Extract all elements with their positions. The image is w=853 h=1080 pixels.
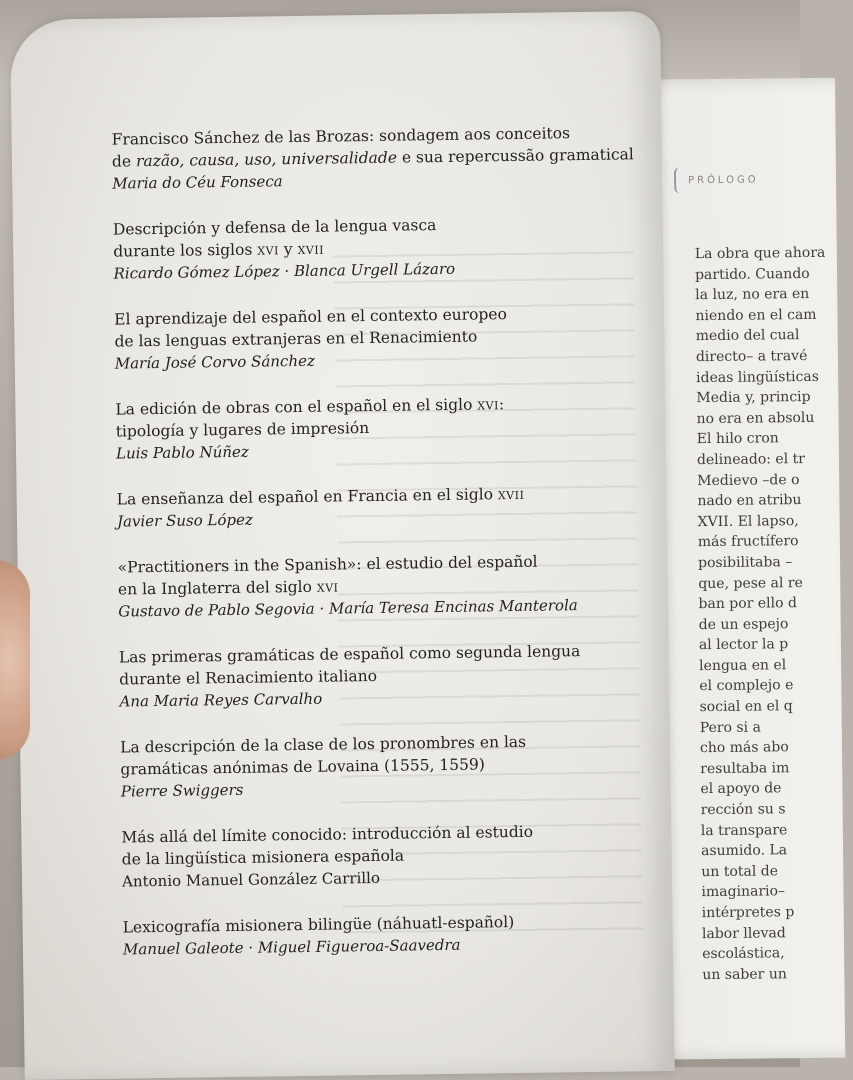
- right-page-line: un total de: [701, 863, 779, 880]
- toc-entry-title: Francisco Sánchez de las Brozas: sondagem aos conceitos: [111, 124, 571, 149]
- right-page-line: La obra que ahora: [694, 244, 826, 263]
- right-page-line: Media y, princip: [696, 389, 811, 407]
- left-page: [10, 11, 675, 1080]
- right-page-line: directo– a travé: [695, 347, 808, 366]
- toc-entry: [117, 482, 588, 533]
- toc-entry: [123, 910, 594, 961]
- right-page-line: la transpare: [700, 821, 788, 839]
- toc-entry: [114, 302, 585, 375]
- toc-entry: [121, 820, 592, 893]
- toc-entry: [115, 392, 586, 465]
- toc-entry-author: Ana Maria Reyes Carvalho: [119, 689, 323, 711]
- right-page-line: escolástica,: [702, 945, 785, 963]
- toc-entry-title: «Practitioners in the Spanish»: el estudio del español: [117, 552, 538, 577]
- right-page-line: ideas lingüísticas: [696, 368, 819, 386]
- header-ornament: [674, 167, 684, 193]
- right-page-line: más fructífero: [697, 533, 799, 551]
- toc-entry: [118, 550, 589, 623]
- toc-entry-author: María José Corvo Sánchez: [114, 351, 315, 373]
- toc-entry-title: de las lenguas extranjeras en el Renacimiento: [114, 327, 478, 351]
- right-page-line: el complejo e: [699, 677, 794, 695]
- toc-entry-title: El aprendizaje del español en el contexto europeo: [114, 305, 507, 329]
- toc-entry-title: Más allá del límite conocido: introducción al estudio: [121, 822, 534, 847]
- toc-entry-author: Javier Suso López: [116, 510, 253, 531]
- right-page-line: labor llevad: [701, 924, 786, 942]
- toc-entry-author: Pierre Swiggers: [120, 780, 244, 801]
- right-page-line: rección su s: [700, 801, 786, 819]
- right-page-line: cho más abo: [699, 739, 789, 757]
- toc-entry-title: durante los siglos xvi y xvii: [113, 239, 325, 261]
- toc-entry-author: Manuel Galeote · Miguel Figueroa-Saavedra: [122, 935, 461, 959]
- finger: [0, 560, 30, 760]
- toc-entry-author: Luis Pablo Núñez: [115, 442, 249, 463]
- toc-entry-title: tipología y lugares de impresión: [115, 419, 370, 441]
- right-page-line: ban por ello d: [698, 595, 797, 613]
- toc-entry-author: Ricardo Gómez López · Blanca Urgell Lázaro: [113, 259, 456, 283]
- right-page-line: social en el q: [699, 698, 793, 716]
- right-page-line: no era en absolu: [696, 409, 815, 427]
- toc-entry-title: Las primeras gramáticas de español como segunda lengua: [118, 642, 581, 667]
- toc-entry-title: en la Inglaterra del siglo xvi: [117, 577, 339, 599]
- right-page-line: El hilo cron: [696, 430, 779, 448]
- toc-entry: [113, 212, 584, 285]
- right-page-line: resultaba im: [700, 760, 790, 777]
- toc-entry-title: La edición de obras con el español en el siglo xvi:: [115, 395, 505, 419]
- right-page-line: XVII. El lapso,: [697, 512, 799, 530]
- right-page-line: el apoyo de: [700, 780, 782, 798]
- right-page-line: Medievo –de o: [697, 471, 800, 489]
- right-page-header: PRÓLOGO: [688, 174, 759, 187]
- table-of-contents: [111, 122, 634, 984]
- right-page-line: Pero si a: [699, 719, 761, 736]
- toc-entry: [119, 640, 590, 713]
- right-page-line: al lector la p: [698, 636, 789, 654]
- right-page-line: niendo en el cam: [695, 306, 817, 324]
- right-page-line: de un espejo: [698, 615, 789, 633]
- toc-entry-author: Maria do Céu Fonseca: [112, 172, 283, 193]
- toc-entry-title: gramáticas anónimas de Lovaina (1555, 1559): [120, 755, 485, 779]
- right-page-line: un saber un: [702, 966, 787, 983]
- toc-entry-title: Lexicografía misionera bilingüe (náhuatl-español): [122, 913, 515, 937]
- right-page-line: delineado: el tr: [696, 450, 806, 469]
- toc-entry-title: de la lingüística misionera española: [121, 846, 405, 869]
- toc-entry: [120, 730, 591, 803]
- toc-entry-title: La enseñanza del español en Francia en el siglo xvii: [116, 484, 525, 509]
- toc-entry-author: Gustavo de Pablo Segovia · María Teresa Encinas Manterola: [118, 596, 578, 621]
- right-page-line: posibilitaba –: [697, 554, 793, 572]
- toc-entry-title: de razão, causa, uso, universalidade e sua repercussão gramatical: [111, 145, 634, 171]
- right-page-line: lengua en el: [699, 657, 787, 675]
- right-page-line: partido. Cuando: [694, 265, 810, 283]
- right-page-line: que, pese al re: [698, 574, 803, 592]
- right-page-line: la luz, no era en: [695, 286, 810, 304]
- right-page-line: nado en atribu: [697, 492, 802, 510]
- right-page-line: intérpretes p: [701, 904, 795, 922]
- right-page-line: asumido. La: [700, 842, 788, 860]
- toc-entry-title: La descripción de la clase de los pronombres en las: [120, 732, 527, 757]
- toc-entry: [111, 122, 634, 195]
- toc-entry-author: Antonio Manuel González Carrillo: [121, 868, 381, 891]
- right-page-line: medio del cual: [695, 327, 800, 345]
- toc-entry-title: Descripción y defensa de la lengua vasca: [112, 216, 437, 239]
- right-page-text: [695, 243, 853, 986]
- toc-entry-title: durante el Renacimiento italiano: [119, 666, 378, 689]
- right-page-line: imaginario–: [701, 883, 786, 901]
